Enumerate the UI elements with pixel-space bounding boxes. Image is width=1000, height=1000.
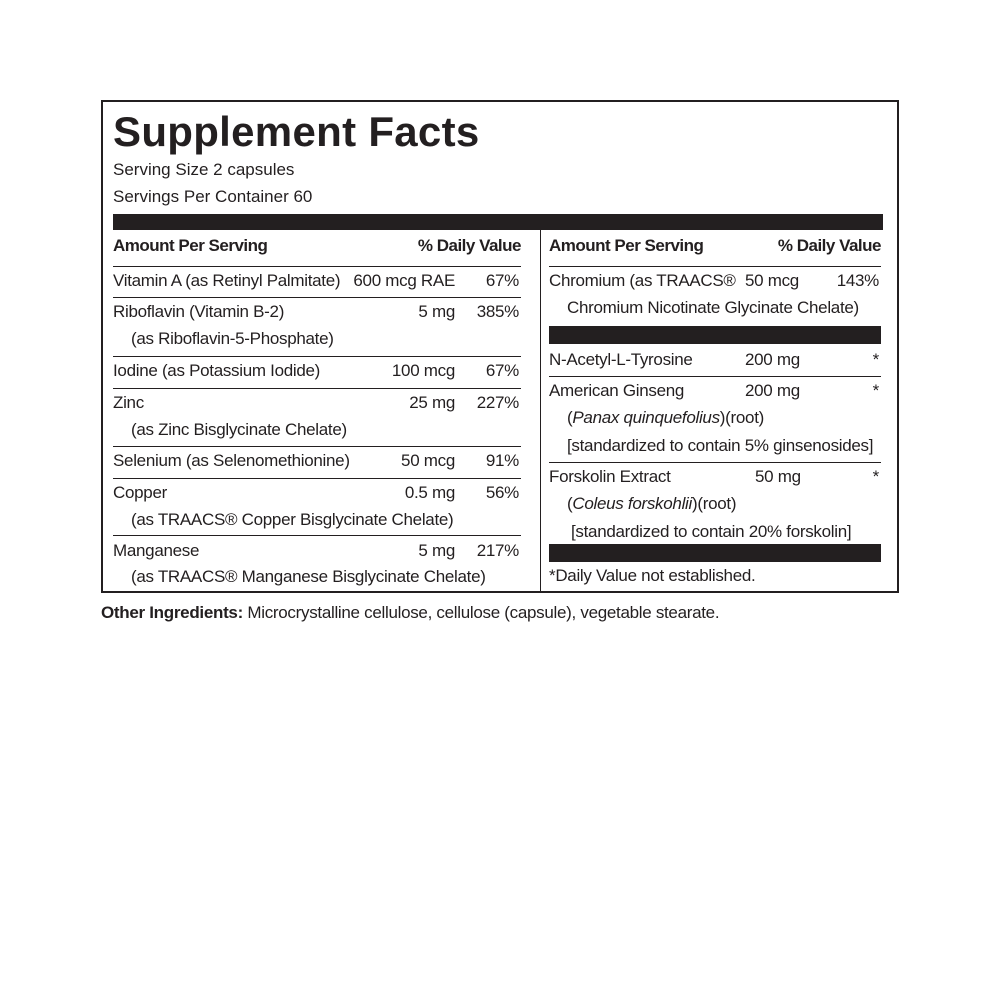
nutrient-source: (as Zinc Bisglycinate Chelate) [131, 420, 347, 439]
supplement-facts-panel [101, 100, 899, 593]
nutrient-name: Riboflavin (Vitamin B-2) [113, 302, 285, 321]
amount-per-serving-label: Amount Per Serving [549, 236, 704, 255]
nutrient-source: (as Riboflavin-5-Phosphate) [131, 329, 334, 348]
nutrient-dv: 91% [485, 451, 519, 470]
plant-part: )(root) [692, 494, 737, 513]
footnote: *Daily Value not established. [549, 566, 756, 585]
ingredient-amount: 200 mg [745, 350, 800, 369]
ingredient-standardization: [standardized to contain 20% forskolin] [571, 522, 852, 541]
nutrient-source: (as TRAACS® Manganese Bisglycinate Chelate) [131, 567, 486, 586]
ingredient-amount: 50 mg [755, 467, 801, 486]
ingredient-dv: * [872, 350, 879, 369]
panel-title: Supplement Facts [113, 108, 480, 155]
nutrient-row [113, 478, 521, 536]
nutrient-amount: 50 mcg [401, 451, 455, 470]
nutrient-dv: 56% [485, 483, 519, 502]
nutrient-name: Vitamin A (as Retinyl Palmitate) [113, 271, 341, 290]
ingredient-species: (Panax quinquefolius)(root) [567, 408, 764, 427]
nutrient-name: Copper [113, 483, 167, 502]
amount-per-serving-label: Amount Per Serving [113, 236, 268, 255]
serving-size: Serving Size 2 capsules [113, 160, 295, 179]
other-ingredients [101, 603, 719, 623]
servings-per-container: Servings Per Container 60 [113, 187, 313, 206]
nutrient-amount: 0.5 mg [404, 483, 455, 502]
nutrient-row [113, 266, 521, 298]
thick-divider [113, 214, 883, 230]
ingredient-name: American Ginseng [549, 381, 685, 400]
ingredient-row [549, 462, 881, 544]
nutrient-name: Iodine (as Potassium Iodide) [113, 361, 321, 380]
ingredient-row [549, 376, 881, 463]
daily-value-label: % Daily Value [777, 236, 881, 255]
ingredient-name: N-Acetyl-L-Tyrosine [549, 350, 693, 369]
ingredient-standardization: [standardized to contain 5% ginsenosides] [567, 436, 874, 455]
nutrient-row [113, 297, 521, 357]
daily-value-label: % Daily Value [417, 236, 521, 255]
nutrient-row [113, 535, 521, 591]
nutrient-dv: 385% [476, 302, 519, 321]
nutrient-name: Zinc [113, 393, 144, 412]
nutrient-row [113, 356, 521, 389]
nutrient-amount: 5 mg [418, 541, 455, 560]
nutrient-amount: 50 mcg [745, 271, 799, 290]
species-name: Panax quinquefolius [572, 408, 720, 427]
nutrient-name: Chromium (as TRAACS® [549, 271, 736, 290]
nutrient-source: Chromium Nicotinate Glycinate Chelate) [567, 298, 859, 317]
ingredient-amount: 200 mg [745, 381, 800, 400]
nutrient-amount: 100 mcg [391, 361, 455, 380]
section-bar [549, 326, 881, 344]
species-name: Coleus forskohlii [572, 494, 692, 513]
ingredient-name: Forskolin Extract [549, 467, 671, 486]
ingredient-dv: * [872, 381, 879, 400]
nutrient-amount: 25 mg [409, 393, 455, 412]
nutrient-name: Selenium (as Selenomethionine) [113, 451, 350, 470]
nutrient-name: Manganese [113, 541, 200, 560]
right-header [549, 230, 881, 267]
nutrient-dv: 143% [836, 271, 879, 290]
column-divider [540, 230, 541, 591]
nutrient-dv: 67% [485, 361, 519, 380]
nutrient-row [113, 446, 521, 479]
left-column [113, 230, 521, 591]
ingredient-row [549, 344, 881, 377]
other-ingredients-text: Microcrystalline cellulose, cellulose (capsule), vegetable stearate. [242, 603, 720, 622]
nutrient-row [549, 266, 881, 326]
ingredient-species: (Coleus forskohlii)(root) [567, 494, 737, 513]
nutrient-row [113, 388, 521, 447]
ingredient-dv: * [872, 467, 879, 486]
nutrient-dv: 67% [485, 271, 519, 290]
nutrient-dv: 227% [476, 393, 519, 412]
other-ingredients-label: Other Ingredients: [101, 603, 243, 622]
left-header [113, 230, 521, 267]
nutrient-dv: 217% [476, 541, 519, 560]
nutrient-amount: 600 mcg RAE [353, 271, 455, 290]
plant-part: )(root) [719, 408, 764, 427]
section-bar [549, 544, 881, 562]
nutrient-amount: 5 mg [418, 302, 455, 321]
nutrient-source: (as TRAACS® Copper Bisglycinate Chelate) [131, 510, 454, 529]
right-column [549, 230, 881, 591]
